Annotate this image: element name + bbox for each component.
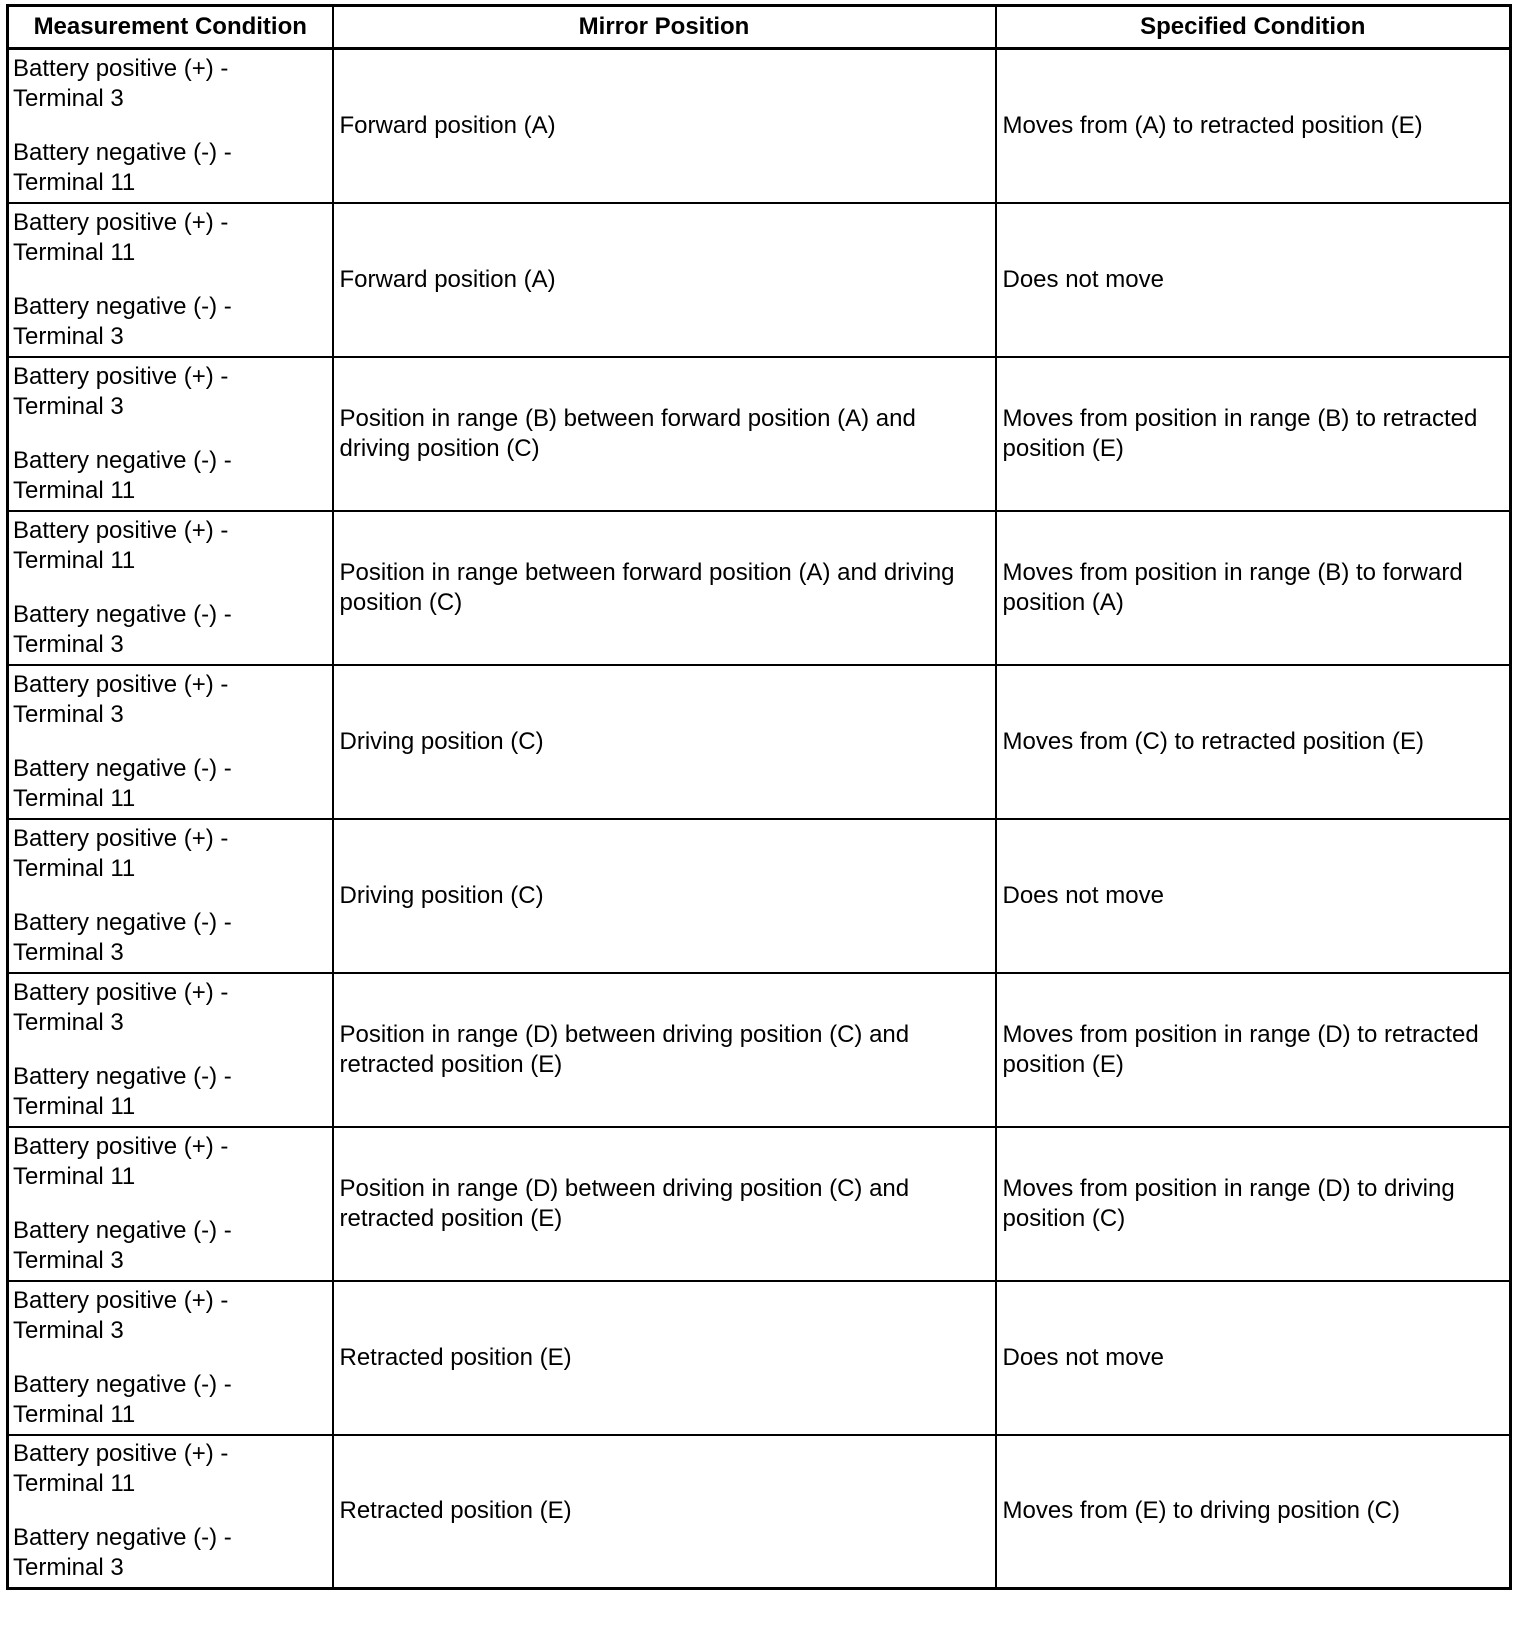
- condition-line: Terminal 11: [13, 168, 136, 196]
- condition-line: Terminal 11: [13, 1400, 136, 1428]
- specified-condition-cell: [996, 1127, 1511, 1281]
- measurement-condition-cell: [8, 203, 333, 357]
- battery-positive-connection: [13, 824, 328, 884]
- specified-condition-text: position (C): [1002, 1204, 1126, 1232]
- table-row: [8, 973, 1511, 1127]
- measurement-condition-cell: [8, 49, 333, 203]
- battery-positive-connection: [13, 208, 328, 268]
- table-row: [8, 819, 1511, 973]
- measurement-condition-cell: [8, 819, 333, 973]
- condition-line: Battery negative (-) -: [13, 138, 232, 166]
- specified-condition-text: Moves from position in range (B) to retracted: [1002, 404, 1478, 432]
- mirror-position-text: Position in range between forward position (A) and driving: [339, 558, 955, 586]
- mirror-position-text: Retracted position (E): [339, 1497, 572, 1525]
- table-row: [8, 1435, 1511, 1589]
- condition-line: Battery negative (-) -: [13, 908, 232, 936]
- battery-positive-connection: [13, 516, 328, 576]
- table-row: [8, 49, 1511, 203]
- mirror-position-text: Forward position (A): [339, 111, 556, 139]
- condition-line: Terminal 11: [13, 1470, 136, 1498]
- specified-condition-text: position (E): [1002, 1050, 1124, 1078]
- condition-line: Battery negative (-) -: [13, 1062, 232, 1090]
- condition-spacer: [13, 884, 328, 908]
- condition-line: Terminal 3: [13, 1554, 124, 1582]
- specified-condition-text: Does not move: [1002, 265, 1164, 293]
- condition-line: Battery negative (-) -: [13, 754, 232, 782]
- condition-line: Battery positive (+) -: [13, 516, 229, 544]
- condition-line: Terminal 3: [13, 1008, 124, 1036]
- condition-spacer: [13, 1346, 328, 1370]
- measurement-condition-cell: [8, 357, 333, 511]
- specified-condition-cell: [996, 819, 1511, 973]
- inspection-table-container: [6, 4, 1509, 1590]
- condition-line: Battery negative (-) -: [13, 1216, 232, 1244]
- specified-condition-text: Moves from position in range (D) to retracted: [1002, 1020, 1479, 1048]
- specified-condition-text: Does not move: [1002, 881, 1164, 909]
- mirror-position-text: Driving position (C): [339, 881, 544, 909]
- condition-spacer: [13, 422, 328, 446]
- condition-line: Terminal 11: [13, 476, 136, 504]
- mirror-position-text: retracted position (E): [339, 1204, 563, 1232]
- table-row: [8, 511, 1511, 665]
- mirror-position-text: position (C): [339, 588, 463, 616]
- battery-negative-connection: [13, 1216, 328, 1276]
- battery-negative-connection: [13, 908, 328, 968]
- mirror-position-cell: [333, 203, 996, 357]
- table-row: [8, 665, 1511, 819]
- battery-positive-connection: [13, 54, 328, 114]
- measurement-condition-cell: [8, 973, 333, 1127]
- specified-condition-text: Moves from (C) to retracted position (E): [1002, 727, 1424, 755]
- mirror-position-cell: [333, 665, 996, 819]
- mirror-position-cell: [333, 49, 996, 203]
- condition-line: Battery positive (+) -: [13, 670, 229, 698]
- condition-line: Terminal 11: [13, 546, 136, 574]
- battery-negative-connection: [13, 292, 328, 352]
- mirror-position-cell: [333, 357, 996, 511]
- specified-condition-cell: [996, 973, 1511, 1127]
- condition-line: Battery negative (-) -: [13, 1370, 232, 1398]
- header-mirror-position: Mirror Position: [333, 6, 996, 49]
- mirror-position-text: driving position (C): [339, 434, 540, 462]
- condition-line: Battery positive (+) -: [13, 824, 229, 852]
- measurement-condition-cell: [8, 1281, 333, 1435]
- condition-line: Terminal 3: [13, 392, 124, 420]
- condition-line: Terminal 11: [13, 238, 136, 266]
- battery-positive-connection: [13, 362, 328, 422]
- specified-condition-text: Does not move: [1002, 1343, 1164, 1371]
- battery-negative-connection: [13, 1062, 328, 1122]
- mirror-position-cell: [333, 973, 996, 1127]
- measurement-condition-cell: [8, 1127, 333, 1281]
- battery-negative-connection: [13, 1523, 328, 1583]
- mirror-position-text: Position in range (D) between driving position (C) and: [339, 1174, 910, 1202]
- header-row: [8, 6, 1511, 49]
- battery-positive-connection: [13, 1439, 328, 1499]
- mirror-position-text: retracted position (E): [339, 1050, 563, 1078]
- specified-condition-cell: [996, 1281, 1511, 1435]
- measurement-condition-cell: [8, 665, 333, 819]
- specified-condition-cell: [996, 49, 1511, 203]
- mirror-inspection-table: [6, 4, 1512, 1590]
- condition-line: Battery positive (+) -: [13, 54, 229, 82]
- condition-spacer: [13, 576, 328, 600]
- specified-condition-cell: [996, 665, 1511, 819]
- condition-line: Battery negative (-) -: [13, 446, 232, 474]
- mirror-position-cell: [333, 1127, 996, 1281]
- battery-positive-connection: [13, 1286, 328, 1346]
- table-row: [8, 203, 1511, 357]
- mirror-position-text: Position in range (D) between driving position (C) and: [339, 1020, 910, 1048]
- condition-line: Terminal 11: [13, 1092, 136, 1120]
- battery-positive-connection: [13, 1132, 328, 1192]
- specified-condition-cell: [996, 1435, 1511, 1589]
- condition-line: Battery negative (-) -: [13, 292, 232, 320]
- condition-line: Terminal 11: [13, 854, 136, 882]
- condition-line: Terminal 11: [13, 784, 136, 812]
- condition-line: Terminal 3: [13, 322, 124, 350]
- specified-condition-text: Moves from (E) to driving position (C): [1002, 1497, 1400, 1525]
- condition-spacer: [13, 1192, 328, 1216]
- condition-line: Terminal 3: [13, 630, 124, 658]
- condition-line: Battery negative (-) -: [13, 1524, 232, 1552]
- battery-negative-connection: [13, 600, 328, 660]
- condition-spacer: [13, 268, 328, 292]
- specified-condition-text: Moves from position in range (D) to driving: [1002, 1174, 1455, 1202]
- measurement-condition-cell: [8, 511, 333, 665]
- condition-line: Battery negative (-) -: [13, 600, 232, 628]
- condition-line: Battery positive (+) -: [13, 208, 229, 236]
- battery-positive-connection: [13, 670, 328, 730]
- battery-negative-connection: [13, 446, 328, 506]
- condition-line: Terminal 11: [13, 1162, 136, 1190]
- mirror-position-cell: [333, 1281, 996, 1435]
- battery-negative-connection: [13, 1370, 328, 1430]
- condition-spacer: [13, 114, 328, 138]
- condition-line: Terminal 3: [13, 938, 124, 966]
- table-row: [8, 357, 1511, 511]
- header-measurement-condition: Measurement Condition: [8, 6, 333, 49]
- specified-condition-text: Moves from (A) to retracted position (E): [1002, 111, 1423, 139]
- battery-negative-connection: [13, 138, 328, 198]
- condition-spacer: [13, 1499, 328, 1523]
- table-body: [8, 49, 1511, 1589]
- table-row: [8, 1281, 1511, 1435]
- specified-condition-text: Moves from position in range (B) to forward: [1002, 558, 1463, 586]
- mirror-position-text: Driving position (C): [339, 727, 544, 755]
- mirror-position-cell: [333, 1435, 996, 1589]
- mirror-position-cell: [333, 819, 996, 973]
- mirror-position-text: Forward position (A): [339, 265, 556, 293]
- condition-line: Battery positive (+) -: [13, 1440, 229, 1468]
- mirror-position-cell: [333, 511, 996, 665]
- condition-line: Battery positive (+) -: [13, 1286, 229, 1314]
- specified-condition-text: position (E): [1002, 434, 1124, 462]
- condition-line: Battery positive (+) -: [13, 1132, 229, 1160]
- condition-line: Terminal 3: [13, 1316, 124, 1344]
- battery-positive-connection: [13, 978, 328, 1038]
- mirror-position-text: Retracted position (E): [339, 1343, 572, 1371]
- condition-spacer: [13, 1038, 328, 1062]
- header-specified-condition: Specified Condition: [996, 6, 1511, 49]
- specified-condition-cell: [996, 511, 1511, 665]
- condition-line: Terminal 3: [13, 700, 124, 728]
- condition-spacer: [13, 730, 328, 754]
- mirror-position-text: Position in range (B) between forward position (A) and: [339, 404, 916, 432]
- measurement-condition-cell: [8, 1435, 333, 1589]
- condition-line: Battery positive (+) -: [13, 978, 229, 1006]
- specified-condition-text: position (A): [1002, 588, 1124, 616]
- condition-line: Battery positive (+) -: [13, 362, 229, 390]
- specified-condition-cell: [996, 357, 1511, 511]
- condition-line: Terminal 3: [13, 84, 124, 112]
- condition-line: Terminal 3: [13, 1246, 124, 1274]
- specified-condition-cell: [996, 203, 1511, 357]
- table-row: [8, 1127, 1511, 1281]
- battery-negative-connection: [13, 754, 328, 814]
